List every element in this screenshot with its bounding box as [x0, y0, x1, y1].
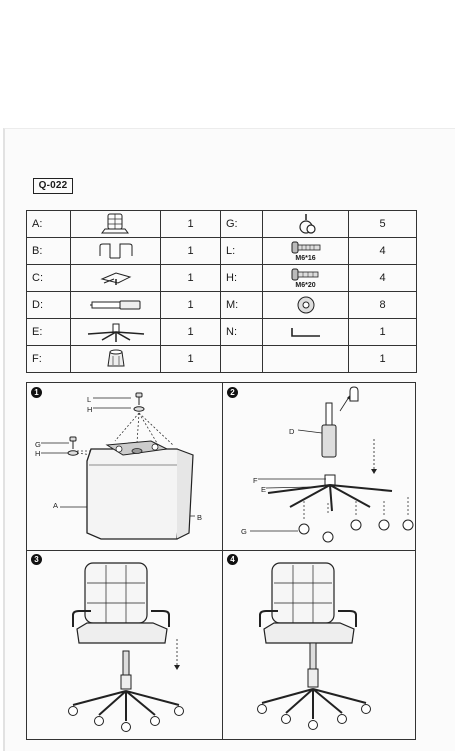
- step-3-diagram: [27, 551, 222, 741]
- base-cover-icon: [101, 348, 131, 370]
- part-letter: L:: [221, 238, 263, 265]
- part-letter: A:: [27, 211, 71, 238]
- part-quantity: 8: [349, 292, 417, 319]
- bolt-size-caption: M6*20: [295, 282, 316, 289]
- parts-row: [27, 346, 417, 373]
- armrest-icon: [94, 240, 138, 262]
- part-quantity: 4: [349, 265, 417, 292]
- part-quantity: 1: [161, 238, 221, 265]
- gas-lift-icon: [86, 297, 146, 313]
- step-1-diagram: [27, 383, 222, 550]
- star-base-icon: [84, 321, 148, 343]
- allen-key-icon: [286, 324, 326, 340]
- part-letter: E:: [27, 319, 71, 346]
- part-quantity: 5: [349, 211, 417, 238]
- callout-label: F: [253, 476, 258, 485]
- part-quantity: 1: [161, 265, 221, 292]
- model-code: Q-022: [33, 178, 73, 194]
- part-letter: D:: [27, 292, 71, 319]
- step-number-badge: 4: [227, 554, 238, 565]
- part-letter: F:: [27, 346, 71, 373]
- parts-row: [27, 211, 417, 238]
- part-quantity: 1: [349, 319, 417, 346]
- parts-row: [27, 238, 417, 265]
- parts-row: [27, 265, 417, 292]
- seat-back-icon: [99, 212, 133, 236]
- bolt-size-caption: M6*16: [295, 255, 316, 262]
- part-letter: C:: [27, 265, 71, 292]
- parts-row: [27, 292, 417, 319]
- callout-label: A: [53, 501, 59, 510]
- part-quantity: 1: [161, 211, 221, 238]
- part-letter: M:: [221, 292, 263, 319]
- assembly-steps: [26, 382, 416, 740]
- callout-label: L: [87, 395, 92, 404]
- callout-label: D: [289, 427, 295, 436]
- caster-icon: [294, 212, 318, 236]
- part-quantity: 1: [161, 292, 221, 319]
- part-letter: [221, 346, 263, 373]
- callout-label: G: [241, 527, 247, 536]
- parts-list-table: [26, 210, 417, 373]
- step-4-diagram: [222, 551, 417, 741]
- callout-label: H: [35, 449, 41, 458]
- part-letter: H:: [221, 265, 263, 292]
- washer-icon: [294, 294, 318, 316]
- bolt-long-icon: [286, 239, 326, 255]
- callout-label: G: [35, 440, 41, 449]
- part-quantity: 1: [161, 346, 221, 373]
- part-quantity: 1: [161, 319, 221, 346]
- mechanism-plate-icon: [94, 267, 138, 289]
- callout-label: B: [197, 513, 203, 522]
- part-letter: N:: [221, 319, 263, 346]
- part-letter: G:: [221, 211, 263, 238]
- step-2-diagram: [222, 383, 417, 550]
- callout-label: H: [87, 405, 93, 414]
- step-number-badge: 2: [227, 387, 238, 398]
- step-number-badge: 3: [31, 554, 42, 565]
- bolt-short-icon: [286, 266, 326, 282]
- parts-row: [27, 319, 417, 346]
- callout-label: E: [261, 485, 267, 494]
- step-number-badge: 1: [31, 387, 42, 398]
- part-quantity: 1: [349, 346, 417, 373]
- part-letter: B:: [27, 238, 71, 265]
- part-quantity: 4: [349, 238, 417, 265]
